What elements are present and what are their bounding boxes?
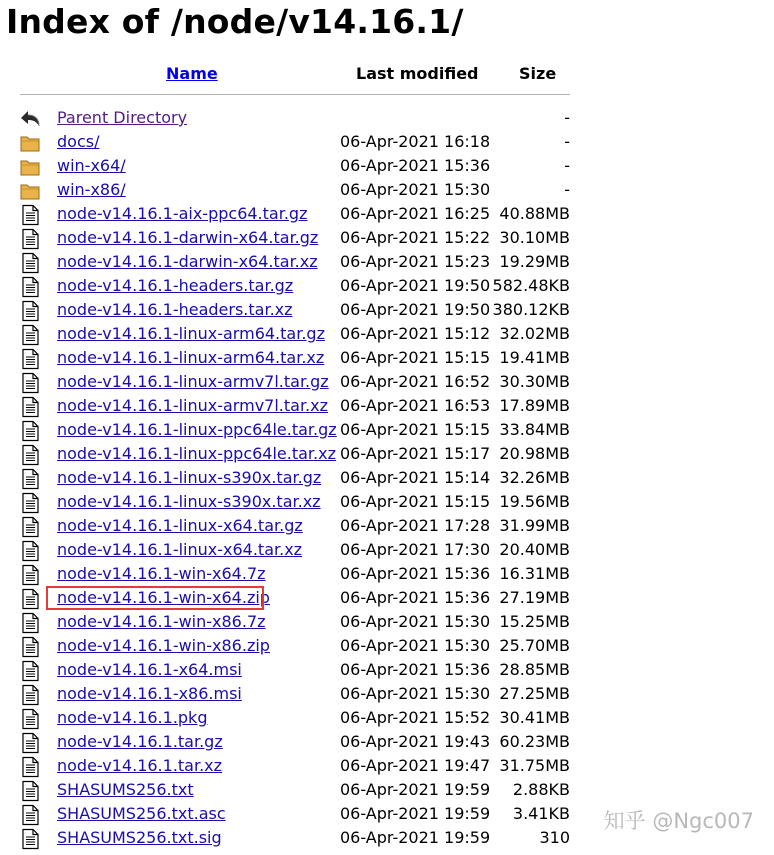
last-modified-cell: 06-Apr-2021 19:59 <box>340 828 491 847</box>
size-cell: 25.70MB <box>499 636 570 655</box>
last-modified-cell: 06-Apr-2021 16:52 <box>340 372 491 391</box>
table-row <box>0 586 774 610</box>
file-link[interactable]: node-v14.16.1-linux-s390x.tar.gz <box>57 468 322 487</box>
file-icon <box>19 612 41 634</box>
file-link[interactable]: node-v14.16.1-linux-armv7l.tar.xz <box>57 396 329 415</box>
file-icon <box>19 588 41 610</box>
file-icon <box>19 324 41 346</box>
file-link[interactable]: node-v14.16.1.pkg <box>57 708 208 727</box>
size-cell: 19.41MB <box>499 348 570 367</box>
table-row <box>0 442 774 466</box>
file-link[interactable]: node-v14.16.1-x64.msi <box>57 660 242 679</box>
table-row <box>0 370 774 394</box>
file-link[interactable]: SHASUMS256.txt.asc <box>57 804 226 823</box>
last-modified-cell: 06-Apr-2021 15:52 <box>340 708 491 727</box>
size-cell: - <box>564 108 570 127</box>
file-link[interactable]: SHASUMS256.txt <box>57 780 194 799</box>
file-icon <box>19 492 41 514</box>
file-link[interactable]: node-v14.16.1-linux-s390x.tar.xz <box>57 492 321 511</box>
file-icon <box>19 564 41 586</box>
size-cell: 17.89MB <box>499 396 570 415</box>
last-modified-cell: 06-Apr-2021 16:53 <box>340 396 491 415</box>
file-icon <box>19 444 41 466</box>
column-header-size: Size <box>519 64 557 83</box>
table-row <box>0 274 774 298</box>
last-modified-cell: 06-Apr-2021 15:12 <box>340 324 491 343</box>
table-row <box>0 490 774 514</box>
file-icon <box>19 372 41 394</box>
table-row <box>0 634 774 658</box>
last-modified-cell: 06-Apr-2021 16:25 <box>340 204 491 223</box>
file-link[interactable]: node-v14.16.1-linux-armv7l.tar.gz <box>57 372 329 391</box>
sort-by-name-link[interactable]: Name <box>166 64 218 83</box>
file-icon <box>19 204 41 226</box>
table-row <box>0 394 774 418</box>
file-link[interactable]: node-v14.16.1-x86.msi <box>57 684 242 703</box>
table-row <box>0 250 774 274</box>
table-row <box>0 202 774 226</box>
last-modified-cell: 06-Apr-2021 15:22 <box>340 228 491 247</box>
file-link[interactable]: node-v14.16.1-linux-ppc64le.tar.xz <box>57 444 336 463</box>
file-icon <box>19 228 41 250</box>
size-cell: 27.19MB <box>499 588 570 607</box>
page-title: Index of /node/v14.16.1/ <box>6 2 464 41</box>
table-row <box>0 754 774 778</box>
size-cell: 30.30MB <box>499 372 570 391</box>
size-cell: - <box>564 180 570 199</box>
last-modified-cell: 06-Apr-2021 19:47 <box>340 756 491 775</box>
file-icon <box>19 420 41 442</box>
file-link[interactable]: node-v14.16.1-linux-arm64.tar.xz <box>57 348 325 367</box>
back-arrow-icon <box>19 108 41 130</box>
file-icon <box>19 540 41 562</box>
last-modified-cell: 06-Apr-2021 17:30 <box>340 540 491 559</box>
size-cell: 60.23MB <box>499 732 570 751</box>
file-link[interactable]: win-x64/ <box>57 156 126 175</box>
file-icon <box>19 708 41 730</box>
last-modified-cell: 06-Apr-2021 19:59 <box>340 804 491 823</box>
last-modified-cell: 06-Apr-2021 15:36 <box>340 564 491 583</box>
file-icon <box>19 780 41 802</box>
table-row <box>0 538 774 562</box>
table-row <box>0 346 774 370</box>
file-link[interactable]: node-v14.16.1-win-x64.7z <box>57 564 266 583</box>
table-row <box>0 682 774 706</box>
size-cell: 27.25MB <box>499 684 570 703</box>
file-icon <box>19 756 41 778</box>
file-icon <box>19 732 41 754</box>
file-link[interactable]: docs/ <box>57 132 100 151</box>
size-cell: 30.41MB <box>499 708 570 727</box>
last-modified-cell: 06-Apr-2021 15:30 <box>340 684 491 703</box>
size-cell: 16.31MB <box>499 564 570 583</box>
last-modified-cell: 06-Apr-2021 15:15 <box>340 420 491 439</box>
header-divider <box>20 94 570 95</box>
file-icon <box>19 468 41 490</box>
file-icon <box>19 252 41 274</box>
last-modified-cell: 06-Apr-2021 15:36 <box>340 660 491 679</box>
table-row <box>0 322 774 346</box>
size-cell: 20.40MB <box>499 540 570 559</box>
last-modified-cell: 06-Apr-2021 15:30 <box>340 180 491 199</box>
last-modified-cell: 06-Apr-2021 15:36 <box>340 588 491 607</box>
size-cell: 32.26MB <box>499 468 570 487</box>
table-row <box>0 418 774 442</box>
file-link[interactable]: node-v14.16.1-linux-x64.tar.xz <box>57 540 303 559</box>
file-icon <box>19 396 41 418</box>
file-icon <box>19 516 41 538</box>
file-link[interactable]: node-v14.16.1-darwin-x64.tar.gz <box>57 228 319 247</box>
last-modified-cell: 06-Apr-2021 19:43 <box>340 732 491 751</box>
parent-directory-row <box>0 106 774 130</box>
size-cell: 380.12KB <box>492 300 570 319</box>
folder-icon <box>19 132 41 154</box>
last-modified-cell: 06-Apr-2021 19:50 <box>340 300 491 319</box>
file-link[interactable]: node-v14.16.1-win-x64.zip <box>57 588 270 607</box>
file-listing <box>0 106 774 850</box>
table-row <box>0 466 774 490</box>
file-icon <box>19 804 41 826</box>
table-row <box>0 610 774 634</box>
last-modified-cell: 06-Apr-2021 19:50 <box>340 276 491 295</box>
table-row <box>0 730 774 754</box>
column-header-last-modified: Last modified <box>356 64 479 83</box>
file-link[interactable]: node-v14.16.1-linux-arm64.tar.gz <box>57 324 325 343</box>
table-row <box>0 298 774 322</box>
watermark: 知乎 @Ngc007 <box>603 809 754 833</box>
file-icon <box>19 660 41 682</box>
file-link[interactable]: node-v14.16.1-win-x86.7z <box>57 612 266 631</box>
table-row <box>0 154 774 178</box>
file-link[interactable]: node-v14.16.1-aix-ppc64.tar.gz <box>57 204 308 223</box>
last-modified-cell: 06-Apr-2021 15:23 <box>340 252 491 271</box>
file-link[interactable]: SHASUMS256.txt.sig <box>57 828 222 847</box>
last-modified-cell: 06-Apr-2021 15:36 <box>340 156 491 175</box>
file-link[interactable]: win-x86/ <box>57 180 126 199</box>
file-link[interactable]: node-v14.16.1.tar.gz <box>57 732 223 751</box>
size-cell: 32.02MB <box>499 324 570 343</box>
size-cell: 20.98MB <box>499 444 570 463</box>
file-icon <box>19 828 41 850</box>
folder-icon <box>19 180 41 202</box>
size-cell: 2.88KB <box>512 780 570 799</box>
last-modified-cell: 06-Apr-2021 15:17 <box>340 444 491 463</box>
last-modified-cell: 06-Apr-2021 15:15 <box>340 492 491 511</box>
file-link[interactable]: node-v14.16.1-win-x86.zip <box>57 636 270 655</box>
file-icon <box>19 300 41 322</box>
table-row <box>0 178 774 202</box>
parent-directory-link[interactable]: Parent Directory <box>57 108 188 127</box>
table-row <box>0 778 774 802</box>
last-modified-cell: 06-Apr-2021 15:30 <box>340 612 491 631</box>
size-cell: 19.29MB <box>499 252 570 271</box>
size-cell: 40.88MB <box>499 204 570 223</box>
table-row <box>0 706 774 730</box>
last-modified-cell: 06-Apr-2021 17:28 <box>340 516 491 535</box>
last-modified-cell: 06-Apr-2021 15:30 <box>340 636 491 655</box>
file-icon <box>19 636 41 658</box>
last-modified-cell: 06-Apr-2021 15:14 <box>340 468 491 487</box>
table-row <box>0 226 774 250</box>
file-link[interactable]: node-v14.16.1-darwin-x64.tar.xz <box>57 252 318 271</box>
size-cell: 15.25MB <box>499 612 570 631</box>
last-modified-cell: 06-Apr-2021 16:18 <box>340 132 491 151</box>
file-link[interactable]: node-v14.16.1-headers.tar.xz <box>57 300 293 319</box>
file-link[interactable]: node-v14.16.1-headers.tar.gz <box>57 276 294 295</box>
last-modified-cell: 06-Apr-2021 15:15 <box>340 348 491 367</box>
size-cell: 3.41KB <box>512 804 570 823</box>
size-cell: 19.56MB <box>499 492 570 511</box>
last-modified-cell: 06-Apr-2021 19:59 <box>340 780 491 799</box>
file-link[interactable]: node-v14.16.1-linux-ppc64le.tar.gz <box>57 420 337 439</box>
size-cell: 30.10MB <box>499 228 570 247</box>
size-cell: - <box>564 156 570 175</box>
size-cell: 31.99MB <box>499 516 570 535</box>
file-icon <box>19 348 41 370</box>
file-icon <box>19 276 41 298</box>
size-cell: 33.84MB <box>499 420 570 439</box>
size-cell: - <box>564 132 570 151</box>
table-row <box>0 130 774 154</box>
file-link[interactable]: node-v14.16.1.tar.xz <box>57 756 223 775</box>
folder-icon <box>19 156 41 178</box>
size-cell: 28.85MB <box>499 660 570 679</box>
size-cell: 31.75MB <box>499 756 570 775</box>
file-link[interactable]: node-v14.16.1-linux-x64.tar.gz <box>57 516 303 535</box>
table-row <box>0 514 774 538</box>
size-cell: 310 <box>539 828 570 847</box>
table-row <box>0 658 774 682</box>
size-cell: 582.48KB <box>492 276 570 295</box>
file-icon <box>19 684 41 706</box>
table-row <box>0 562 774 586</box>
